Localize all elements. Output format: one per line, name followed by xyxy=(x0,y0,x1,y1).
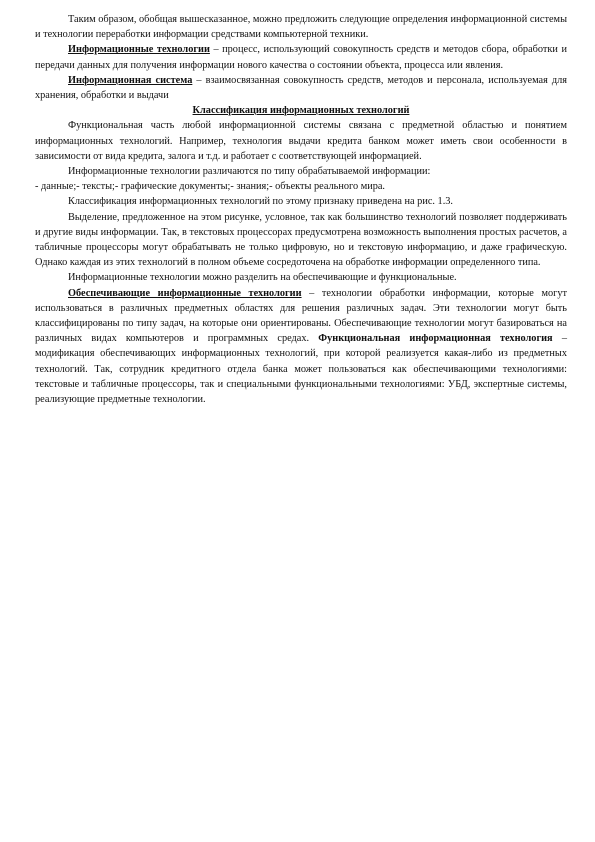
paragraph-it-definition xyxy=(35,42,567,72)
paragraph-functional-part: Функциональная часть любой информационной системы связана с предметной областью и понятием информационных технологий. Например, технология выдачи кредита банком может иметь свои особенности в зависимости от вида кредита, залога и т.д. и работает с соответствующей информацией. xyxy=(35,120,567,162)
document-page xyxy=(35,12,567,407)
paragraph-conditional-division: Выделение, предложенное на этом рисунке, условное, так как большинство технологий позволяет поддерживать и другие виды информации. Так, в текстовых процессорах предусмотрена возможность выполнения простых расчетов, а табличные процессоры могут обрабатывать не только цифровую, но и текстовую информацию, и даже графическую. Однако каждая из этих технологий в полном объеме сосредоточена на обработке информации определенного типа. xyxy=(35,211,567,269)
definition-text: – технологии обработки информации, которые могут использоваться в различных предметных областях для решения различных задач. Эти технологии могут быть классифицированы по типу задач, на которые они ориентированы. Обеспечивающие технологии могут базироваться на различных видах компьютеров и программных средах. xyxy=(35,287,567,345)
paragraph-supporting-functional xyxy=(35,286,567,408)
paragraph-info-types-intro: Информационные технологии различаются по типу обрабатываемой информации: xyxy=(68,166,431,178)
term-information-technologies: Информационные технологии xyxy=(68,44,210,56)
definition-text: – взаимосвязанная совокупность средств, методов и персонала, используемая для хранения, обработки и выдачи xyxy=(35,74,568,102)
paragraph-summary: Таким образом, обобщая вышесказанное, можно предложить следующие определения информационной системы и технологии переработки информации средствами компьютерной техники. xyxy=(35,14,567,41)
section-heading: Классификация информационных технологий xyxy=(192,105,410,117)
paragraph-info-types-list: - данные;- тексты;- графические документы;- знания;- объекты реального мира. xyxy=(35,181,386,193)
paragraph-split-intro: Информационные технологии можно разделить на обеспечивающие и функциональные. xyxy=(68,272,457,284)
paragraph-figure-reference: Классификация информационных технологий по этому признаку приведена на рис. 1.3. xyxy=(68,196,454,208)
term-functional-technology: Функциональная информационная технология xyxy=(318,333,553,345)
definition-text: – модификация обеспечивающих информационных технологий, при которой реализуется какая-либо из предметных технологий. Так, сотрудник кредитного отдела банка может пользоваться как обеспечивающими технологиями: текстовые и табличные процессоры, так и специальными функциональными технологиями: УБД, экспертные системы, реализующие предметные технологии. xyxy=(35,333,567,406)
definition-text: – процесс, использующий совокупность средств и методов сбора, обработки и передачи данных для получения информации нового качества о состоянии объекта, процесса или явления. xyxy=(35,44,567,71)
term-information-system: Информационная система xyxy=(68,74,193,86)
paragraph-is-definition xyxy=(35,73,567,103)
term-supporting-technologies: Обеспечивающие информационные технологии xyxy=(68,287,302,299)
